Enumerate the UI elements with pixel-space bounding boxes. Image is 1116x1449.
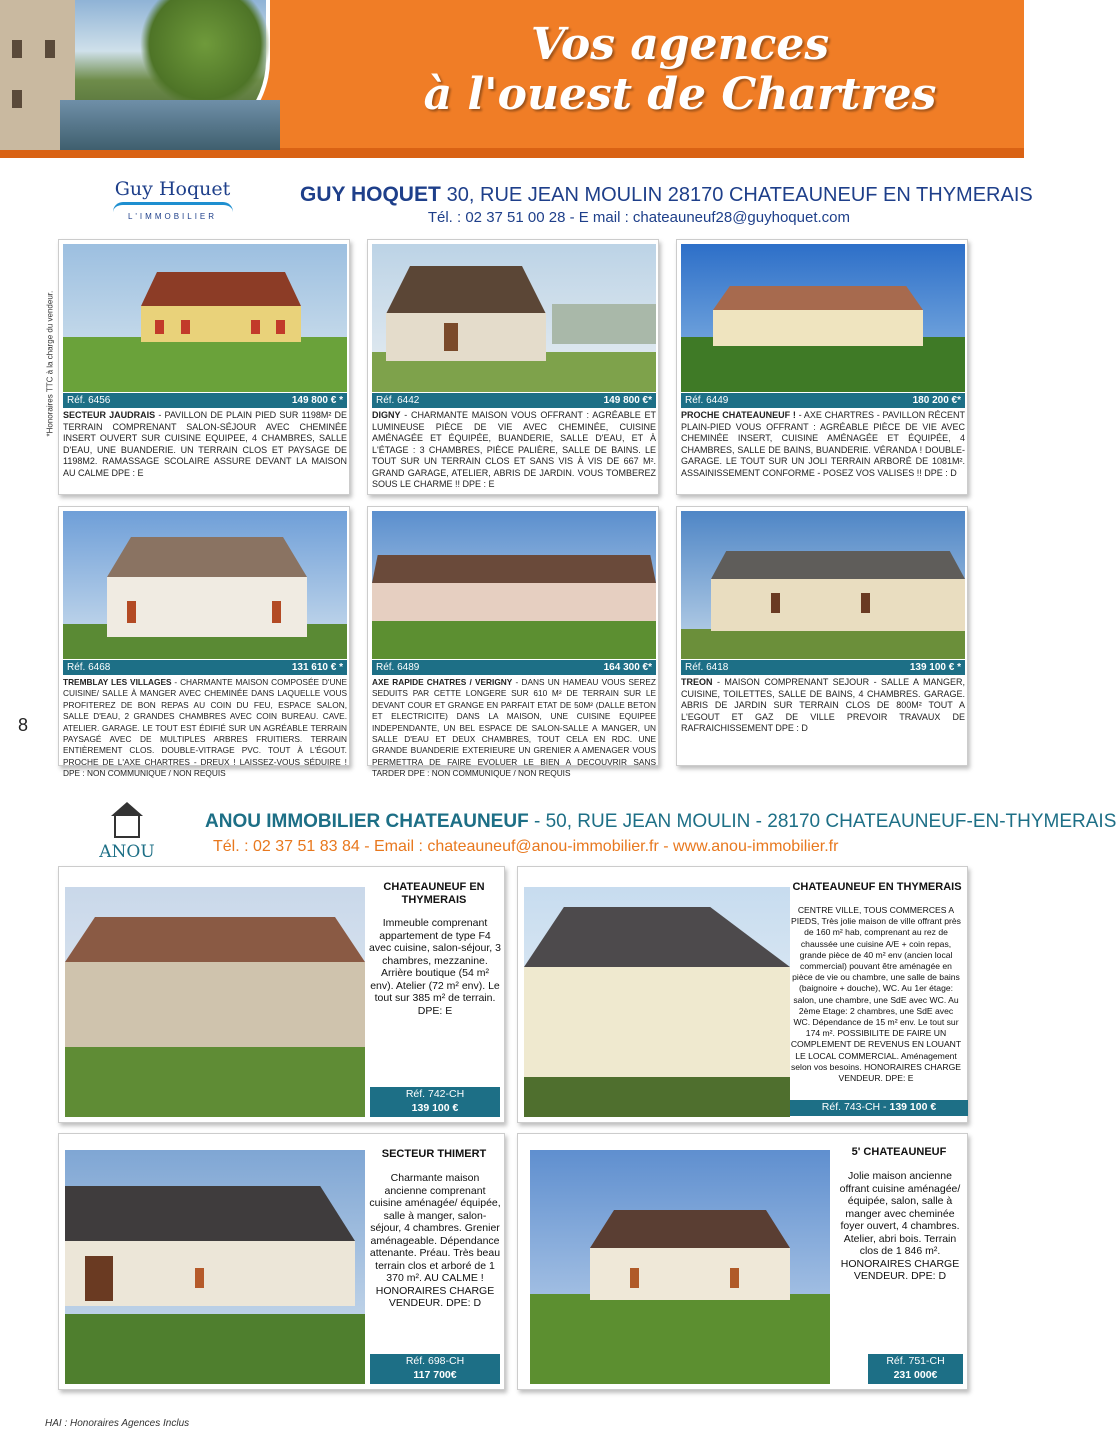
listing-card[interactable] [58,866,505,1123]
listing-card[interactable] [367,239,659,495]
listing-title: SECTEUR THIMERT [381,1148,487,1160]
listing-description: TREON - MAISON COMPRENANT SEJOUR - SALLE A MANGER, CUISINE, TOILETTES, SALLE DE BAINS, 4 CHAMBRES. GARAGE. ABRIS DE JARDIN SUR TERRAIN CLOS DE 800M² TOUT A L'EGOUT ET GAZ DE VILLE PREVOIR TRAVAUX DE RAFRAICHISSEMENT DPE : D [681,677,965,733]
listing-description: TREMBLAY LES VILLAGES - CHARMANTE MAISON COMPOSÉE D'UNE CUISINE/ SALLE À MANGER AVEC CHEMINÉE DANS LAQUELLE VOUS PROFITEREZ DE BON REPAS AU COIN DU FEU, ESPACE SALON, SALLE D'EAU, 2 GRANDES CHAMBRES AVEC COIN BUREAU. CAVE. ATELIER. GARAGE. LE TOUT EST ÉDIFIÉ SUR UN AGRÉABLE TERRAIN PAYSAGÉ AVEC DE MULTIPLES ARBRES FRUITIERS. TERRAIN ENTIÈREMENT CLOS. DOUBLE-VITRAGE PVC. TOUT À L'ÉGOUT. PROCHE DE L'AXE CHARTRES - DREUX ! LAISSEZ-VOUS SÉDUIRE ! DPE : NON COMMUNIQUE / NON REQUIS [63,677,348,779]
listing-card[interactable] [676,239,968,495]
property-photo [372,511,656,659]
property-photo [681,244,965,392]
ref-price-bar: Réf. 6449 180 200 €* [681,393,965,408]
house-icon [114,816,140,838]
ref-price-badge: Réf. 743-CH - 139 100 € [790,1100,968,1116]
listing-title: 5' CHATEAUNEUF [851,1146,947,1158]
fee-side-note: *Honoraires TTC à la charge du vendeur. [45,290,55,437]
page-title: Vos agences à l'ouest de Chartres [423,19,937,120]
page-number: 8 [18,715,29,735]
property-photo [63,244,347,392]
property-photo [65,887,365,1117]
listing-description: Charmante maison ancienne comprenant cuisine aménagée/ équipée, salle à manger, salon-séjour, 4 chambres. Grenier aménageable. Dépendance attenante. Préau. Très beau terrain clos et arboré de 1 370 m². AU CALME ! HONORAIRES CHARGE VENDEUR. DPE: D [369,1172,501,1309]
ref-price-bar: Réf. 6456 149 800 € * [63,393,347,408]
property-photo [524,887,790,1117]
ref-price-badge: Réf. 751-CH 231 000€ [868,1354,963,1384]
property-photo [65,1150,365,1384]
listing-description: Immeuble comprenant appartement de type F4 avec cuisine, salon-séjour, 3 chambres, mezzanine. Arrière boutique (54 m² env). Atelier (72 m² env). Le tout sur 385 m² de terrain. DPE: E [369,917,501,1017]
listing-description: CENTRE VILLE, TOUS COMMERCES A PIEDS, Très jolie maison de ville offrant près de 160 m² hab, comprenant au rez de chaussée une cuisine A/E + coin repas, grande pièce de 40 m² env (ancien local commercial) pouvant être aménagée en pièce de vie ou chambre, une salle de bains (baignoire + douche), WC. Au 1er étage: salon, une chambre, une SdE avec WC. Au 2ème Etage: 2 chambres, une SdE avec WC. Dépendance de 15 m² env. Le tout sur 174 m². POSSIBILITE DE FAIRE UN COMPLEMENT DE REVENUS EN LOUANT LE LOCAL COMMERCIAL. Aménagement selon vos besoins. HONORAIRES CHARGE VENDEUR. DPE: E [790,905,962,1084]
listing-description: Jolie maison ancienne offrant cuisine aménagée/équipée, salon, salle à manger avec cheminée foyer ouvert, 4 chambres. Atelier, abri bois. Terrain clos de 1 846 m². HONORAIRES CHARGE VENDEUR. DPE: D [839,1170,961,1282]
listing-card[interactable] [58,1133,505,1390]
listing-description: SECTEUR JAUDRAIS - PAVILLON DE PLAIN PIED SUR 1198M² DE TERRAIN COMPRENANT SALON-SÉJOUR AVEC CHEMINÉE INSERT OUVERT SUR CUISINE EQUIPEE, 4 CHAMBRES, SALLE D'EAU, UNE BUANDERIE. UN TERRAIN CLOS ET PAYSAGE DE 1198M2. RAMASSAGE SCOLAIRE ASSURE DEVANT LA MAISON AU CALME DPE : E [63,410,347,478]
guy-hoquet-heading: GUY HOQUET 30, RUE JEAN MOULIN 28170 CHATEAUNEUF EN THYMERAIS [300,183,1033,206]
listing-card[interactable] [58,239,350,495]
guy-hoquet-logo: Guy Hoquet L'IMMOBILIER [105,178,240,233]
listing-description: DIGNY - CHARMANTE MAISON VOUS OFFRANT : AGRÉABLE ET LUMINEUSE PIÈCE DE VIE AVEC CHEMINÉE, CUISINE AMÉNAGÉE ET ÉQUIPÉE, BUANDERIE, SALLE D'EAU, ET À L'ÉTAGE : 3 CHAMBRES, PIÈCE PALIÈRE, SALLE DE BAINS. LE TOUT SUR UN TERRAIN CLOS ET SANS VIS À VIS DE 667 M². GRAND GARAGE, ATELIER, ABRIS DE JARDIN. VOUS TOMBEREZ SOUS LE CHARME !! DPE : E [372,410,656,489]
ref-price-bar: Réf. 6489 164 300 €* [372,660,656,675]
listing-card[interactable] [517,866,968,1123]
property-photo [372,244,656,392]
property-photo [530,1150,830,1384]
ref-price-badge: Réf. 698-CH 117 700€ [370,1354,500,1384]
footer-note: HAI : Honoraires Agences Inclus [45,1418,190,1429]
anou-heading: ANOU IMMOBILIER CHATEAUNEUF - 50, RUE JEAN MOULIN - 28170 CHATEAUNEUF-EN-THYMERAIS [205,811,1116,832]
listing-card[interactable] [517,1133,968,1390]
listing-card[interactable] [676,506,968,766]
ref-price-bar: Réf. 6468 131 610 € * [63,660,347,675]
guy-hoquet-contact: Tél. : 02 37 51 00 28 - E mail : chateauneuf28@guyhoquet.com [427,209,850,226]
listing-title: CHATEAUNEUF EN THYMERAIS [792,881,962,893]
property-photo [63,511,347,659]
listing-description: PROCHE CHATEAUNEUF ! - AXE CHARTRES - PAVILLON RÉCENT PLAIN-PIED VOUS OFFRANT : AGRÉABLE PIÈCE DE VIE AVEC CHEMINÉE INSERT, CUISINE AMÉNAGÉE ET ÉQUIPÉE, 4 CHAMBRES, SALLE DE BAINS, BUANDERIE. VÉRANDA ! DOUBLE-GARAGE. LE TOUT SUR UN JOLI TERRAIN ARBORÉ DE 1081M². ASSAINISSEMENT CONFORME - POSEZ VOS VALISES !! DPE : D [681,410,965,478]
header-photo [0,0,270,150]
ref-price-badge: Réf. 742-CH 139 100 € [370,1087,500,1117]
listing-card[interactable] [58,506,350,779]
listing-description: AXE RAPIDE CHATRES / VERIGNY - DANS UN HAMEAU VOUS SEREZ SEDUITS PAR CETTE LONGERE SUR 610 M² DE TERRAIN SUR LE DEVANT COUR ET GRANGE EN PARFAIT ETAT DE 50M² (DALLE BETON ET ELECTRICITE) DANS LA MAISON, UNE CUISINE EQUIPEE INDEPENDANTE, UN BEL ESPACE DE SALON-SALLE A MANGER, UN SALLE D'EAU ET DEUX CHAMBRES, TOUT CELA EN RDC. UNE GRANDE BUANDERIE EXTERIEURE UN GRENIER A AMENAGER VOUS PERMETTRA DE FAIRE EVOLUER LE BIEN A DECOUVRIR SANS TARDER DPE : NON COMMUNIQUE / NON REQUIS [372,677,656,779]
property-photo [681,511,965,659]
listing-card[interactable] [367,506,659,779]
anou-contact: Tél. : 02 37 51 83 84 - Email : chateauneuf@anou-immobilier.fr - www.anou-immobilier.fr [213,838,839,855]
anou-logo: ANOU [92,804,162,862]
ref-price-bar: Réf. 6418 139 100 € * [681,660,965,675]
listing-title: CHATEAUNEUF EN THYMERAIS [383,881,485,906]
ref-price-bar: Réf. 6442 149 800 €* [372,393,656,408]
